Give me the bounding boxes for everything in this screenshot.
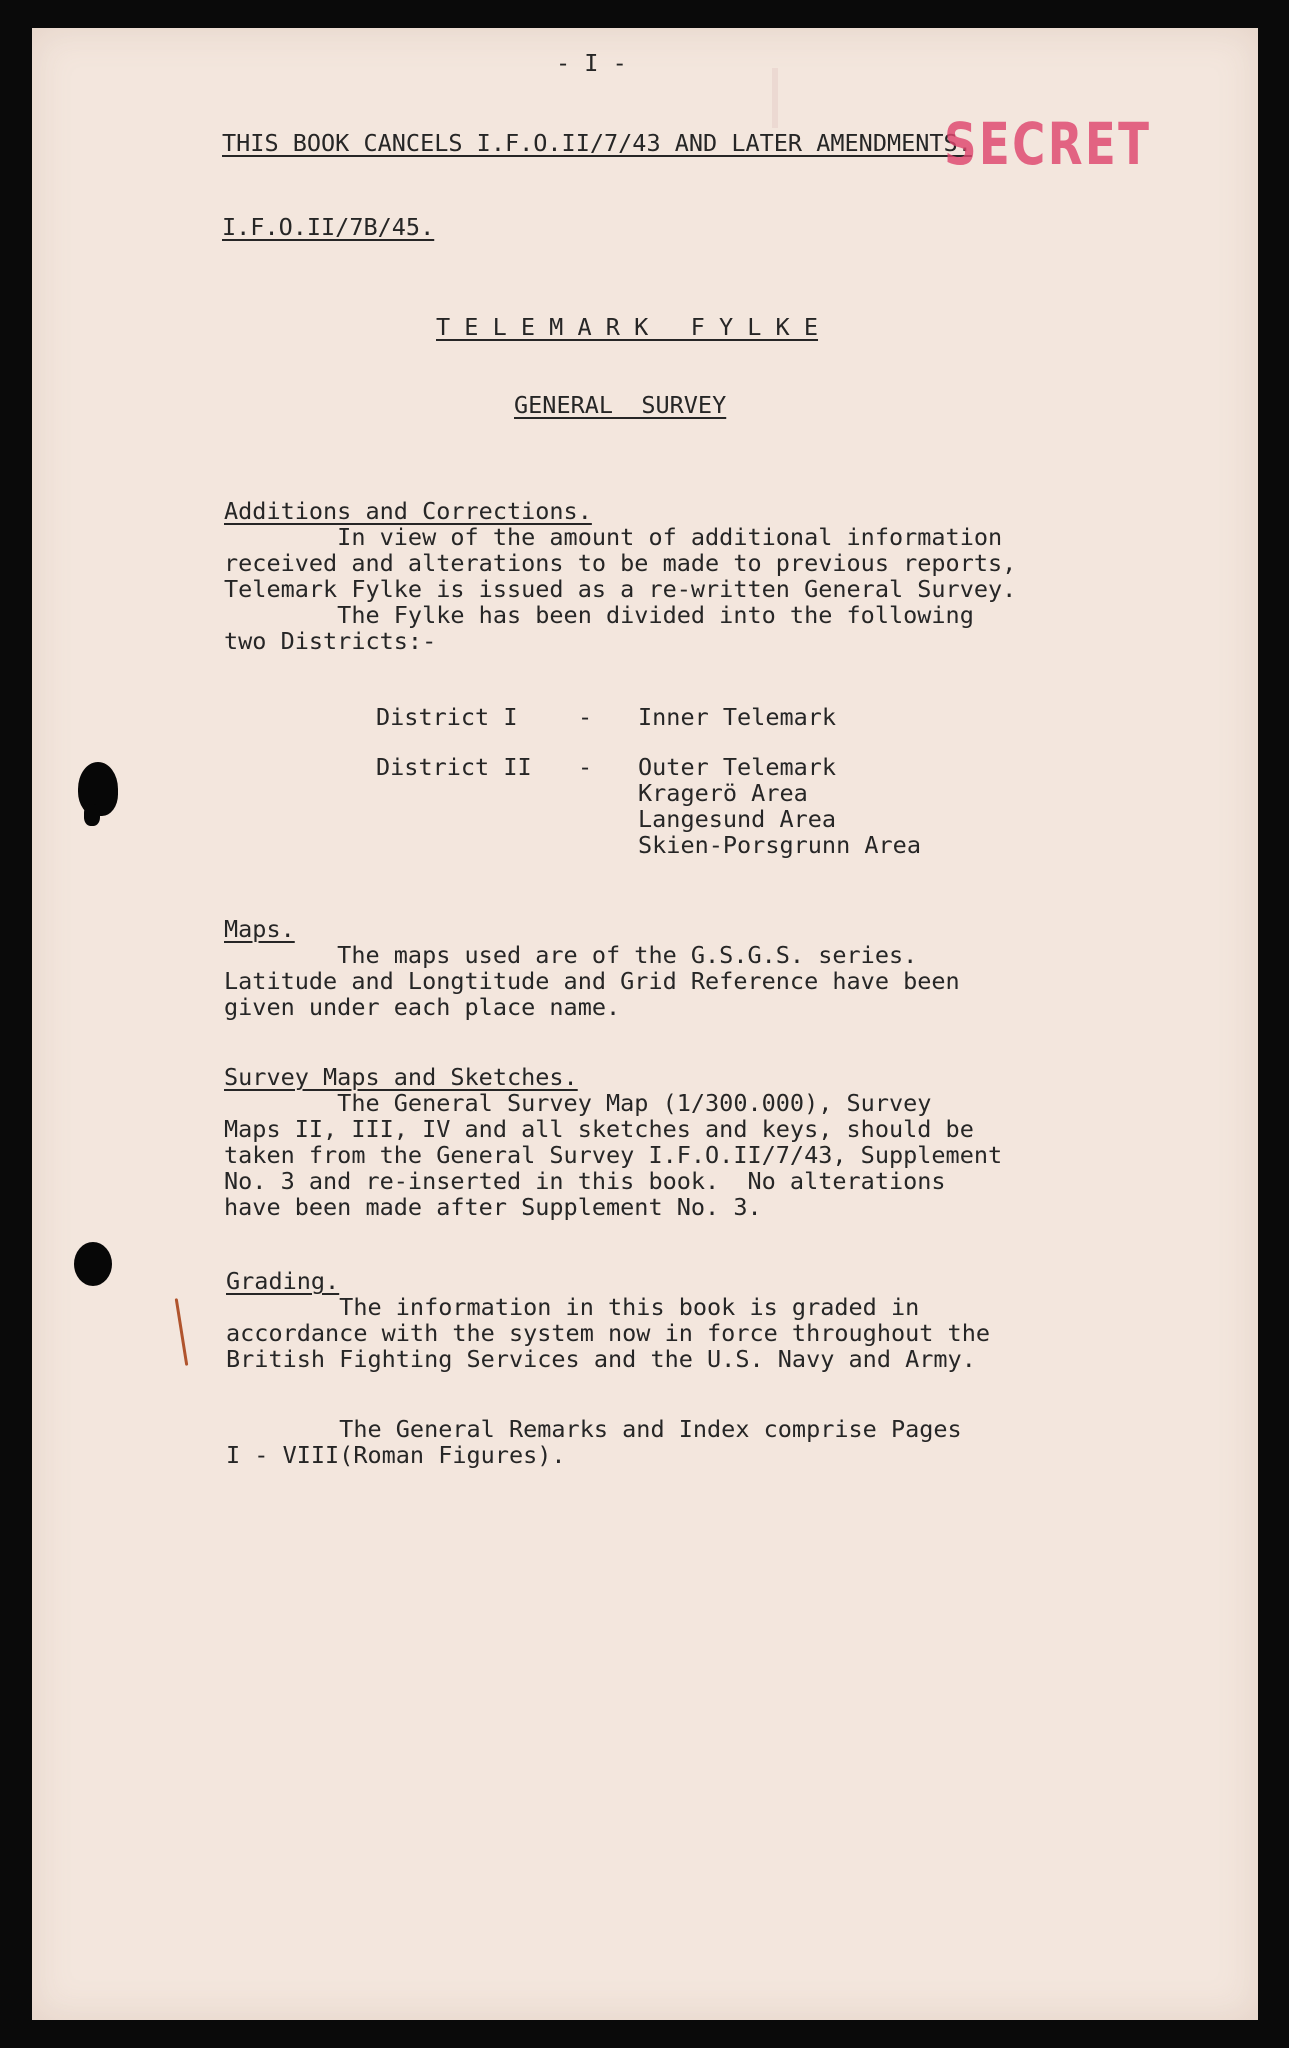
maps-line: Latitude and Longtitude and Grid Reference have been	[224, 967, 960, 995]
additions-heading: Additions and Corrections.	[224, 497, 592, 525]
district-area: Inner Telemark	[638, 703, 837, 731]
grading-heading: Grading.	[226, 1267, 340, 1295]
grading-line: accordance with the system now in force throughout the	[226, 1319, 991, 1347]
survey-maps-line: Maps II, III, IV and all sketches and keys, should be	[224, 1115, 974, 1143]
pencil-mark	[175, 1298, 189, 1366]
survey-maps-heading: Survey Maps and Sketches.	[224, 1063, 578, 1091]
paper-stain	[772, 68, 778, 128]
survey-maps-line: taken from the General Survey I.F.O.II/7/43, Supplement	[224, 1141, 1003, 1169]
district-dash: -	[578, 703, 593, 731]
document-subtitle: GENERAL SURVEY	[514, 391, 727, 419]
additions-line: Telemark Fylke is issued as a re-written General Survey.	[224, 575, 1017, 603]
secret-stamp: SECRET	[944, 110, 1152, 178]
district-area: Outer Telemark	[638, 753, 837, 781]
district-name: District I	[376, 703, 518, 731]
punch-hole-bottom	[74, 1242, 112, 1286]
grading-line: British Fighting Services and the U.S. Navy and Army.	[226, 1345, 976, 1373]
reference-number: I.F.O.II/7B/45.	[222, 213, 435, 241]
general-remarks-line: I - VIII(Roman Figures).	[226, 1441, 566, 1469]
page-number: - I -	[556, 49, 627, 77]
survey-maps-line: have been made after Supplement No. 3.	[224, 1193, 762, 1221]
additions-line: received and alterations to be made to previous reports,	[224, 549, 1017, 577]
survey-maps-line: No. 3 and re-inserted in this book. No alterations	[224, 1167, 946, 1195]
district-area: Skien-Porsgrunn Area	[638, 831, 921, 859]
grading-line: The information in this book is graded in	[226, 1293, 920, 1321]
district-name: District II	[376, 753, 532, 781]
general-remarks-line: The General Remarks and Index comprise Pages	[226, 1415, 962, 1443]
maps-heading: Maps.	[224, 915, 295, 943]
additions-line: The Fylke has been divided into the following	[224, 601, 974, 629]
punch-hole-tail	[84, 804, 100, 826]
maps-line: The maps used are of the G.S.G.S. series.	[224, 941, 918, 969]
document-page	[32, 28, 1258, 2020]
district-area: Langesund Area	[638, 805, 837, 833]
survey-maps-line: The General Survey Map (1/300.000), Survey	[224, 1089, 932, 1117]
document-title: T E L E M A R K F Y L K E	[436, 313, 819, 341]
cancel-notice: THIS BOOK CANCELS I.F.O.II/7/43 AND LATER AMENDMENTS.	[222, 129, 972, 157]
district-area: Kragerö Area	[638, 779, 808, 807]
maps-line: given under each place name.	[224, 993, 621, 1021]
additions-line: two Districts:-	[224, 627, 437, 655]
district-dash: -	[578, 753, 593, 781]
additions-line: In view of the amount of additional information	[224, 523, 1003, 551]
